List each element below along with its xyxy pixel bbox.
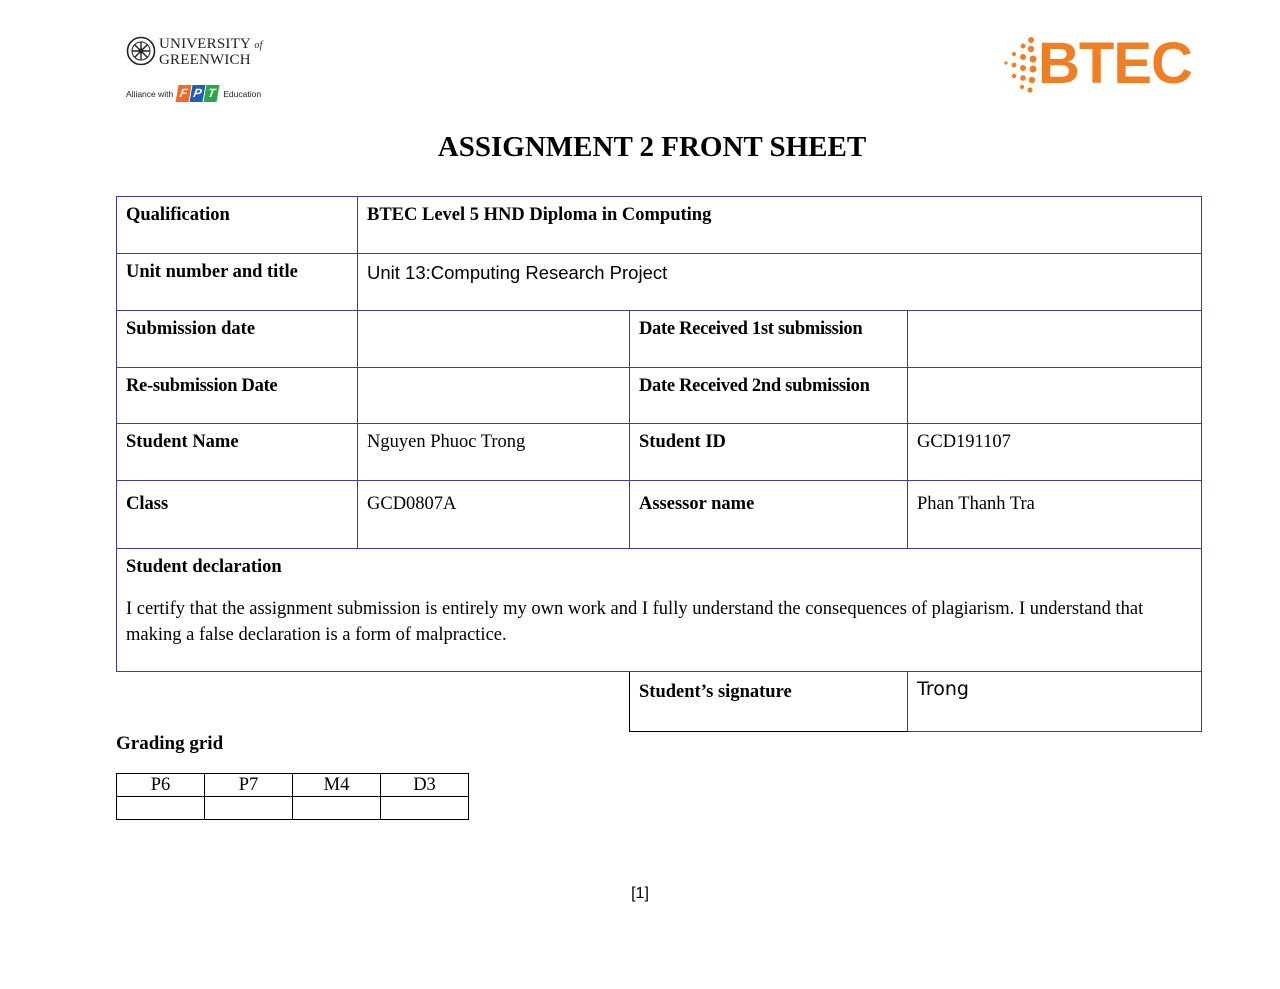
table-row: [117, 197, 1202, 254]
btec-logo: [1000, 31, 1196, 98]
signature-table: [629, 671, 1202, 732]
signature-cell: [908, 672, 1202, 732]
assessor-value: Phan Thanh Tra: [908, 481, 1202, 549]
student-id-value: GCD191107: [908, 424, 1202, 481]
table-row: [117, 774, 469, 797]
grading-grid-label: Grading grid: [116, 733, 224, 754]
grade-cell: [381, 797, 469, 820]
class-label: Class: [117, 481, 358, 549]
page-title: ASSIGNMENT 2 FRONT SHEET: [437, 131, 867, 163]
qualification-value: BTEC Level 5 HND Diploma in Computing: [358, 197, 1202, 254]
grade-header: P7: [205, 774, 293, 797]
student-signature: Trong: [917, 678, 969, 700]
grade-header: P6: [117, 774, 205, 797]
front-sheet-table: [116, 196, 1202, 672]
class-value: GCD0807A: [358, 481, 630, 549]
submission-date-label: Submission date: [117, 311, 358, 368]
table-row: [117, 424, 1202, 481]
table-row: [117, 254, 1202, 311]
grade-cell: [293, 797, 381, 820]
student-name-value: Nguyen Phuoc Trong: [358, 424, 630, 481]
student-name-label: Student Name: [117, 424, 358, 481]
grading-grid-table: [116, 773, 469, 820]
table-row: [117, 797, 469, 820]
table-row: [117, 481, 1202, 549]
student-id-label: Student ID: [630, 424, 908, 481]
alliance-line: Alliance with F P T Education: [126, 86, 262, 100]
date-received-1-value: [908, 311, 1202, 368]
qualification-label: Qualification: [117, 197, 358, 254]
resubmission-date-label: Re-submission Date: [117, 368, 358, 424]
university-logo: [126, 36, 266, 106]
table-row: [117, 311, 1202, 368]
fpt-logo: F P T: [177, 85, 219, 102]
date-received-1-label: Date Received 1st submission: [630, 311, 908, 368]
declaration-text: I certify that the assignment submission is entirely my own work and I fully understand the consequences of plagiarism. I understand that making a false declaration is a form of malpractice.: [126, 599, 1144, 645]
unit-label: Unit number and title: [117, 254, 358, 311]
btec-dots-icon: [1000, 36, 1040, 98]
university-seal-icon: [126, 36, 156, 66]
signature-label: Student’s signature: [630, 672, 908, 732]
declaration-cell: [117, 549, 1202, 672]
btec-wordmark: BTEC: [1038, 31, 1192, 96]
grade-header: M4: [293, 774, 381, 797]
resubmission-date-value: [358, 368, 630, 424]
assessor-label: Assessor name: [630, 481, 908, 549]
unit-value: Unit 13:Computing Research Project: [358, 254, 1202, 311]
page-number: [1]: [631, 885, 649, 902]
grade-cell: [117, 797, 205, 820]
date-received-2-label: Date Received 2nd submission: [630, 368, 908, 424]
declaration-label: Student declaration: [126, 557, 282, 577]
table-row: [117, 549, 1202, 672]
table-row: [117, 368, 1202, 424]
date-received-2-value: [908, 368, 1202, 424]
grade-header: D3: [381, 774, 469, 797]
submission-date-value: [358, 311, 630, 368]
table-row: [630, 672, 1202, 732]
university-name: UNIVERSITY of GREENWICH: [159, 36, 263, 68]
grade-cell: [205, 797, 293, 820]
